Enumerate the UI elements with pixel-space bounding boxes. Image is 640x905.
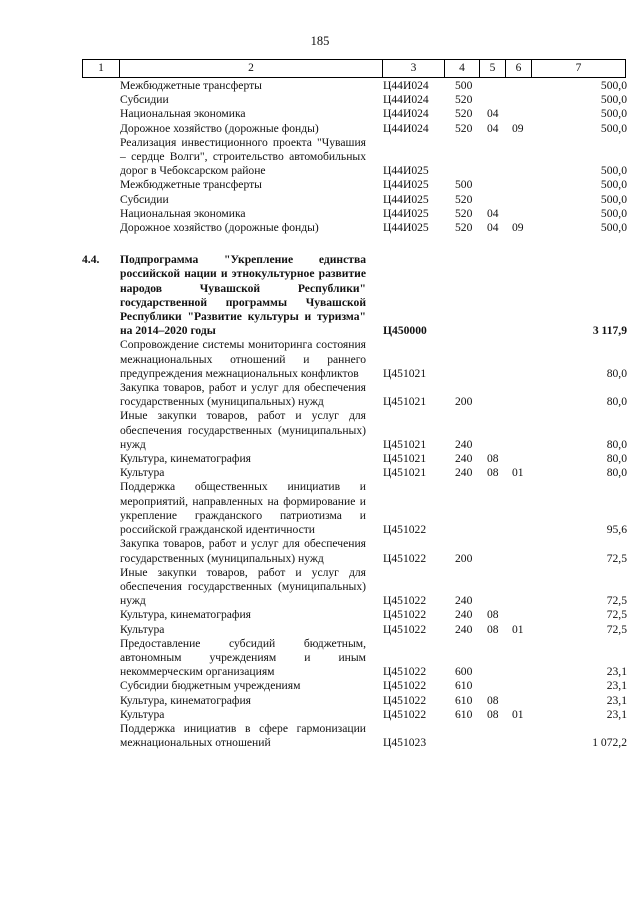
table-row [0, 679, 640, 693]
table-row [0, 566, 640, 609]
table-row [0, 136, 640, 179]
row-code: Ц451022 [383, 679, 427, 693]
row-code: Ц44И025 [383, 221, 429, 235]
table-row [0, 708, 640, 722]
row-code: Ц451022 [383, 523, 427, 537]
row-expense-type: 610 [455, 693, 473, 707]
row-amount: 72,5 [606, 551, 627, 565]
header-col-6: 6 [505, 60, 531, 77]
row-amount: 500,0 [600, 107, 627, 121]
row-name: Культура, кинематография [120, 608, 251, 622]
row-amount: 72,5 [606, 594, 627, 608]
row-amount: 500,0 [600, 206, 627, 220]
row-code: Ц44И025 [383, 206, 429, 220]
row-name: Культура [120, 466, 165, 480]
row-amount: 80,0 [606, 437, 627, 451]
row-subsection: 01 [512, 466, 524, 480]
row-code: Ц451023 [383, 736, 427, 750]
row-section: 08 [487, 608, 499, 622]
row-expense-type: 520 [455, 121, 473, 135]
row-code: Ц44И024 [383, 107, 429, 121]
row-name: Субсидии [120, 192, 169, 206]
table-row [0, 338, 640, 381]
row-code: Ц44И025 [383, 192, 429, 206]
row-code: Ц451022 [383, 551, 427, 565]
row-name: Закупка товаров, работ и услуг для обеспечения государственных (муниципальных) нужд [120, 537, 366, 565]
row-subsection: 01 [512, 622, 524, 636]
row-code: Ц451022 [383, 665, 427, 679]
row-name: Иные закупки товаров, работ и услуг для обеспечения государственных (муниципальных) нужд [120, 565, 366, 608]
row-expense-type: 500 [455, 79, 473, 92]
row-code: Ц451022 [383, 622, 427, 636]
row-name: Национальная экономика [120, 107, 246, 121]
row-amount: 72,5 [606, 622, 627, 636]
table-row [0, 107, 640, 121]
row-section: 08 [487, 622, 499, 636]
table-row [0, 381, 640, 409]
table-row [0, 253, 640, 338]
table-body [0, 79, 640, 750]
table-row [0, 122, 640, 136]
row-expense-type: 520 [455, 206, 473, 220]
row-code: Ц44И024 [383, 79, 429, 92]
row-code: Ц44И024 [383, 93, 429, 107]
row-expense-type: 520 [455, 192, 473, 206]
row-amount: 72,5 [606, 608, 627, 622]
header-col-4: 4 [444, 60, 479, 77]
row-section: 04 [487, 121, 499, 135]
row-section: 08 [487, 452, 499, 466]
row-amount: 23,1 [606, 679, 627, 693]
row-section: 08 [487, 693, 499, 707]
table-row [0, 466, 640, 480]
row-amount: 80,0 [606, 466, 627, 480]
row-code: Ц451021 [383, 395, 427, 409]
row-amount: 80,0 [606, 366, 627, 380]
row-expense-type: 200 [455, 551, 473, 565]
row-code: Ц451022 [383, 594, 427, 608]
row-name: Дорожное хозяйство (дорожные фонды) [120, 121, 319, 135]
row-section: 08 [487, 466, 499, 480]
row-amount: 500,0 [600, 93, 627, 107]
header-col-7: 7 [531, 60, 626, 77]
row-code: Ц451022 [383, 608, 427, 622]
row-name: Субсидии бюджетным учреждениям [120, 679, 301, 693]
row-expense-type: 520 [455, 93, 473, 107]
row-code: Ц451021 [383, 437, 427, 451]
row-name: Межбюджетные трансферты [120, 178, 262, 192]
row-section: 04 [487, 107, 499, 121]
table-row [0, 694, 640, 708]
row-subsection: 01 [512, 707, 524, 721]
row-name: Межбюджетные трансферты [120, 79, 262, 92]
table-row [0, 480, 640, 537]
header-col-2: 2 [119, 60, 382, 77]
row-expense-type: 610 [455, 679, 473, 693]
row-expense-type: 240 [455, 466, 473, 480]
header-col-5: 5 [479, 60, 505, 77]
table-row [0, 637, 640, 680]
row-name: Иные закупки товаров, работ и услуг для обеспечения государственных (муниципальных) нужд [120, 409, 366, 451]
row-amount: 95,6 [606, 523, 627, 537]
table-row [0, 193, 640, 207]
row-amount: 3 117,9 [592, 324, 627, 338]
row-amount: 23,1 [606, 707, 627, 721]
row-expense-type: 500 [455, 178, 473, 192]
row-name: Национальная экономика [120, 206, 246, 220]
row-amount: 500,0 [600, 192, 627, 206]
row-amount: 1 072,2 [592, 736, 627, 750]
row-expense-type: 520 [455, 107, 473, 121]
row-amount: 23,1 [606, 665, 627, 679]
row-code: Ц451022 [383, 693, 427, 707]
row-amount: 500,0 [600, 79, 627, 92]
row-name: Субсидии [120, 93, 169, 107]
table-row [0, 623, 640, 637]
row-code: Ц451021 [383, 452, 427, 466]
header-col-1: 1 [82, 60, 119, 77]
row-expense-type: 600 [455, 665, 473, 679]
row-name: Сопровождение системы мониторинга состояния межнациональных отношений и раннего предупреждения межнациональных конфликтов [120, 338, 366, 380]
row-amount: 80,0 [606, 452, 627, 466]
table-row [0, 722, 640, 750]
row-expense-type: 240 [455, 622, 473, 636]
table-row [0, 178, 640, 192]
row-amount: 500,0 [600, 164, 627, 178]
table-row [0, 452, 640, 466]
row-expense-type: 240 [455, 437, 473, 451]
row-name: Дорожное хозяйство (дорожные фонды) [120, 221, 319, 235]
row-section: 08 [487, 707, 499, 721]
row-name: Поддержка инициатив в сфере гармонизации межнациональных отношений [120, 721, 366, 750]
table-row [0, 93, 640, 107]
row-code: Ц451021 [383, 366, 427, 380]
row-name: Культура, кинематография [120, 693, 251, 707]
row-amount: 23,1 [606, 693, 627, 707]
row-subsection: 09 [512, 221, 524, 235]
row-code: Ц451021 [383, 466, 427, 480]
row-subsection: 09 [512, 121, 524, 135]
row-amount: 500,0 [600, 221, 627, 235]
row-amount: 500,0 [600, 178, 627, 192]
row-section: 04 [487, 221, 499, 235]
row-expense-type: 520 [455, 221, 473, 235]
row-expense-type: 200 [455, 395, 473, 409]
table-row [0, 79, 640, 93]
row-expense-type: 240 [455, 452, 473, 466]
row-expense-type: 240 [455, 608, 473, 622]
row-code: Ц44И024 [383, 121, 429, 135]
page-number: 185 [310, 34, 330, 48]
row-expense-type: 610 [455, 707, 473, 721]
table-row [0, 221, 640, 235]
row-name: Подпрограмма "Укрепление единства российской нации и этнокультурное развитие народов Чувашской Республики" государственной программы Чувашской Республики "Развитие культуры и туризма" на 2014–2020 годы [120, 253, 366, 338]
row-name: Поддержка общественных инициатив и мероприятий, направленных на формирование и укрепление гражданского патриотизма и российской гражданской идентичности [120, 480, 366, 537]
row-code: Ц44И025 [383, 178, 429, 192]
table-row [0, 207, 640, 221]
row-amount: 500,0 [600, 121, 627, 135]
table-row [0, 608, 640, 622]
row-name: Реализация инвестиционного проекта "Чувашия – сердце Волги", строительство автомобильных дорог в Чебоксарском районе [120, 135, 366, 178]
row-code: Ц450000 [383, 324, 427, 338]
header-col-3: 3 [382, 60, 444, 77]
row-name: Культура [120, 707, 165, 721]
row-name: Предоставление субсидий бюджетным, автономным учреждениям и иным некоммерческим организациям [120, 636, 366, 679]
row-number: 4.4. [82, 253, 100, 267]
row-amount: 80,0 [606, 395, 627, 409]
row-code: Ц451022 [383, 707, 427, 721]
row-name: Закупка товаров, работ и услуг для обеспечения государственных (муниципальных) нужд [120, 381, 366, 409]
row-expense-type: 240 [455, 594, 473, 608]
row-name: Культура [120, 622, 165, 636]
table-row [0, 537, 640, 565]
table-header [82, 59, 626, 78]
table-row [0, 409, 640, 452]
row-code: Ц44И025 [383, 164, 429, 178]
row-name: Культура, кинематография [120, 452, 251, 466]
row-section: 04 [487, 206, 499, 220]
